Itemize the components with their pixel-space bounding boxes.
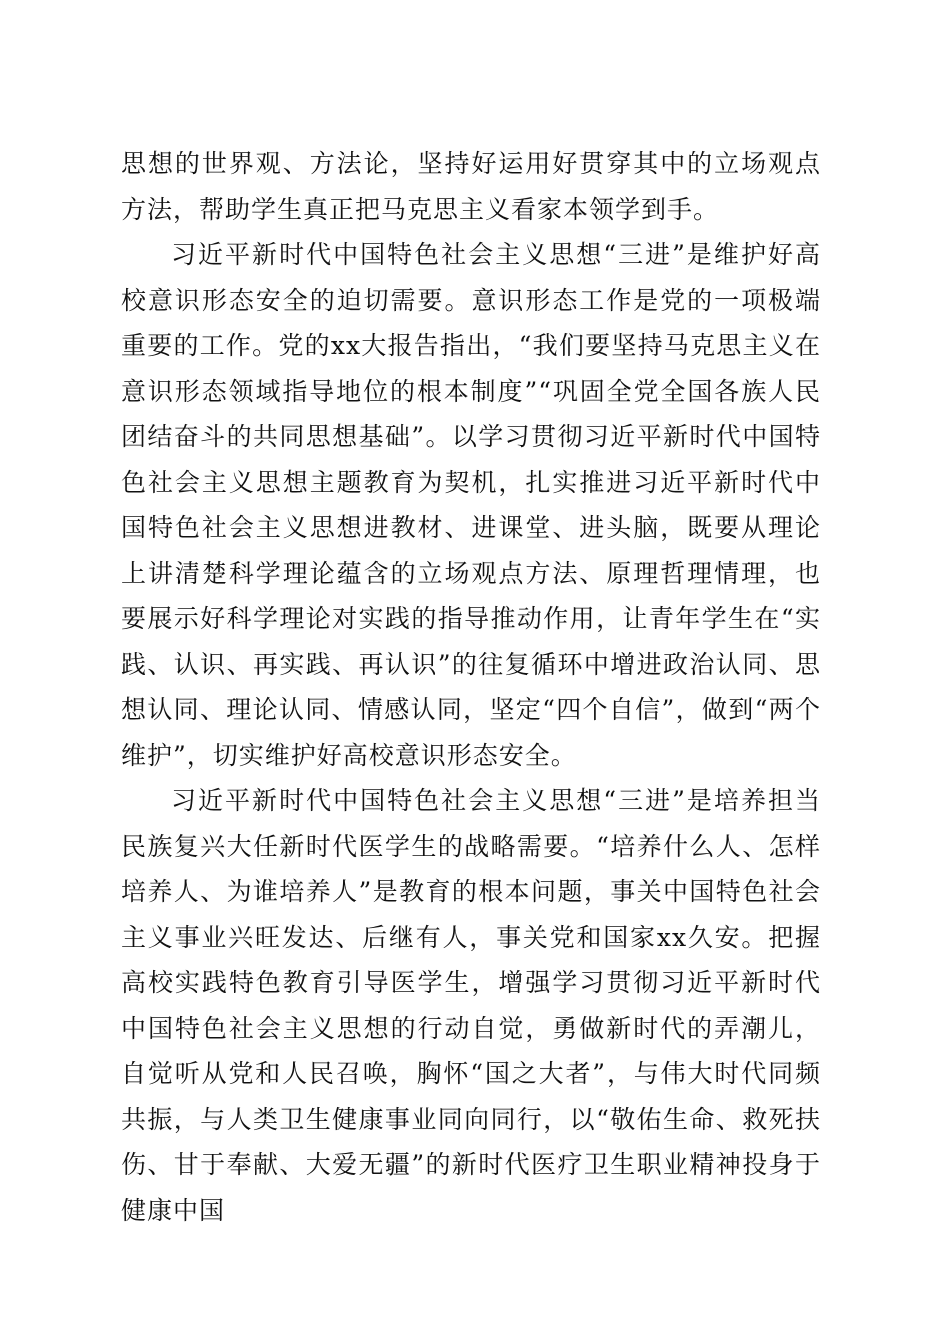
document-body: [121, 141, 821, 1233]
paragraph-1: 思想的世界观、方法论，坚持好运用好贯穿其中的立场观点方法，帮助学生真正把马克思主义看家本领学到手。: [121, 149, 821, 224]
paragraph-2: 习近平新时代中国特色社会主义思想“三进”是维护好高校意识形态安全的迫切需要。意识形态工作是党的一项极端重要的工作。党的xx大报告指出，“我们要坚持马克思主义在意识形态领域指导地位的根本制度”“巩固全党全国各族人民团结奋斗的共同思想基础”。以学习贯彻习近平新时代中国特色社会主义思想主题教育为契机，扎实推进习近平新时代中国特色社会主义思想进教材、进课堂、进头脑，既要从理论上讲清楚科学理论蕴含的立场观点方法、原理哲理情理，也要展示好科学理论对实践的指导推动作用，让青年学生在“实践、认识、再实践、再认识”的往复循环中增进政治认同、思想认同、理论认同、情感认同，坚定“四个自信”，做到“两个维护”，切实维护好高校意识形态安全。: [121, 240, 821, 770]
paragraph-3: 习近平新时代中国特色社会主义思想“三进”是培养担当民族复兴大任新时代医学生的战略需要。“培养什么人、怎样培养人、为谁培养人”是教育的根本问题，事关中国特色社会主义事业兴旺发达、后继有人，事关党和国家xx久安。把握高校实践特色教育引导医学生，增强学习贯彻习近平新时代中国特色社会主义思想的行动自觉，勇做新时代的弄潮儿，自觉听从党和人民召唤，胸怀“国之大者”，与伟大时代同频共振，与人类卫生健康事业同向同行，以“敬佑生命、救死扶伤、甘于奉献、大爱无疆”的新时代医疗卫生职业精神投身于健康中国: [121, 786, 821, 1225]
